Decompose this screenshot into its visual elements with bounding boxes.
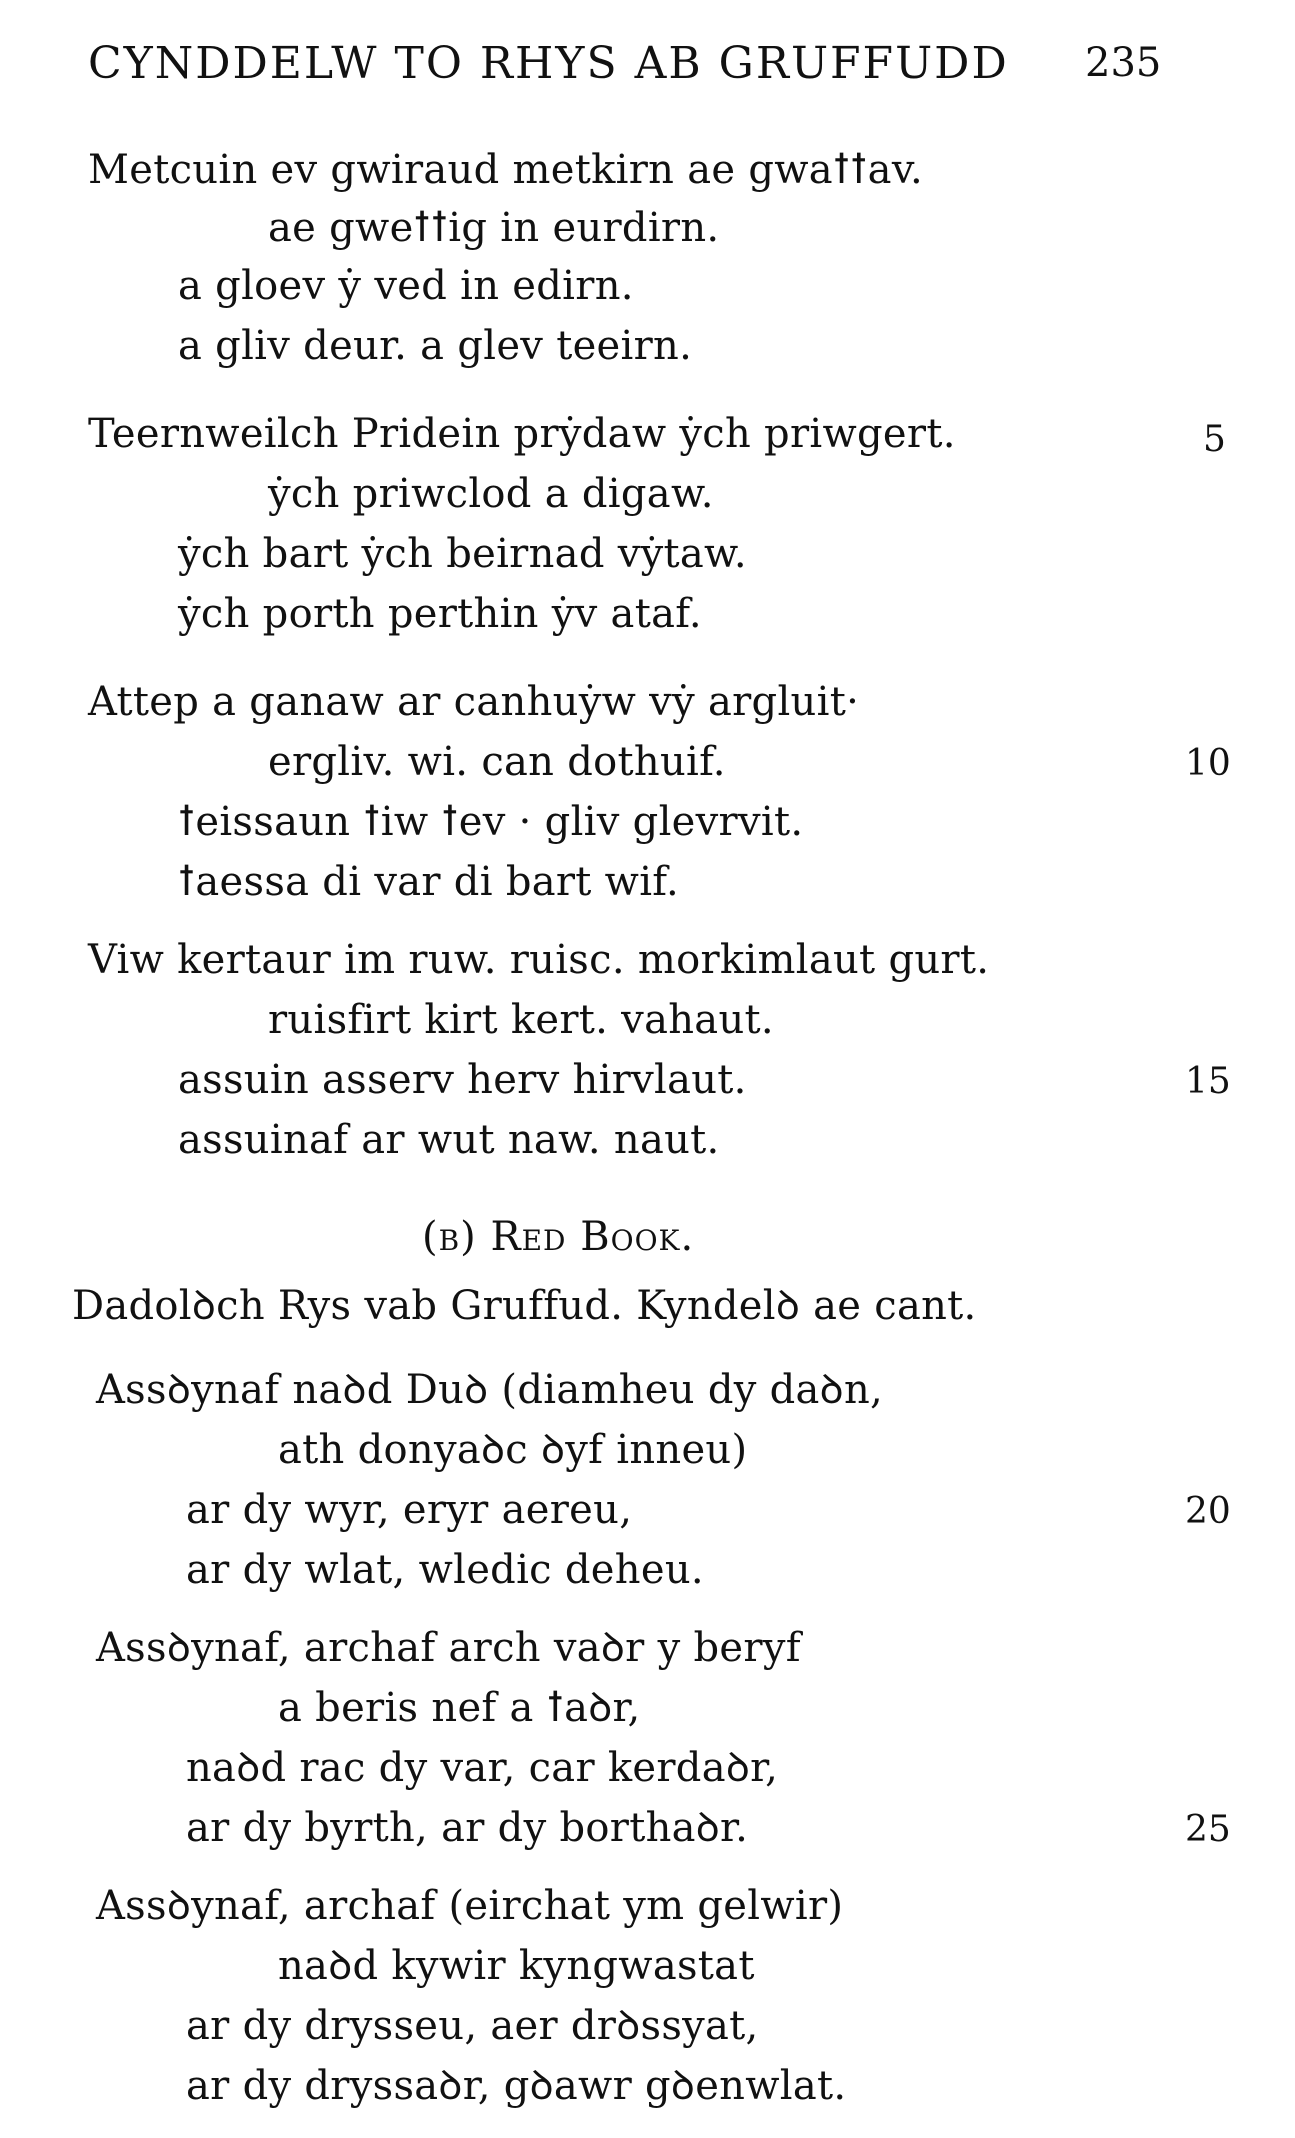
verse-line: ꝉeissaun ꝉiw ꝉev · gliv glevrvit. (178, 799, 804, 845)
verse-line: ẏch priwclod a digaw. (268, 471, 714, 517)
verse-line: ar dy wyr, eryr aereu, (186, 1487, 633, 1533)
line-number: 25 (1185, 1809, 1231, 1850)
verse-line: ar dy drysseu, aer drꝺssyat, (186, 2003, 759, 2049)
line-number: 15 (1185, 1061, 1231, 1102)
poem-title: Dadolꝺch Rys vab Gruffud. Kyndelꝺ ae cant. (72, 1283, 977, 1329)
verse-line: Metcuin ev gwiraud metkirn ae gwaꝉꝉav. (88, 147, 923, 193)
verse-line: ẏch porth perthin ẏv ataf. (178, 591, 702, 637)
verse-line: Assꝺynaf naꝺd Duꝺ (diamheu dy daꝺn, (96, 1367, 884, 1413)
line-number: 5 (1203, 419, 1226, 460)
verse-line: ergliv. wi. can dothuif. (268, 739, 726, 785)
section-heading: (b) Red Book. (422, 1214, 695, 1260)
verse-line: ar dy byrth, ar dy borthaꝺr. (186, 1805, 749, 1851)
verse-line: naꝺd rac dy var, car kerdaꝺr, (186, 1745, 779, 1791)
verse-line: a gloev ẏ ved in edirn. (178, 263, 634, 309)
verse-line: Attep a ganaw ar canhuẏw vẏ argluit· (88, 679, 860, 725)
verse-line: Assꝺynaf, archaf arch vaꝺr y beryf (96, 1625, 801, 1671)
verse-line: ꝉaessa di var di bart wif. (178, 859, 680, 905)
verse-line: ae gweꝉꝉig in eurdirn. (268, 205, 720, 251)
verse-line: a beris nef a ꝉaꝺr, (278, 1685, 641, 1731)
line-number: 20 (1185, 1491, 1231, 1532)
verse-line: ath donyaꝺc ꝺyf inneu) (278, 1427, 748, 1473)
verse-line: ar dy wlat, wledic deheu. (186, 1547, 704, 1593)
verse-line: Assꝺynaf, archaf (eirchat ym gelwir) (96, 1883, 844, 1929)
verse-line: ruisfirt kirt kert. vahaut. (268, 997, 774, 1043)
verse-line: a gliv deur. a glev teeirn. (178, 323, 693, 369)
page-number: 235 (1085, 40, 1162, 86)
verse-line: ar dy dryssaꝺr, gꝺawr gꝺenwlat. (186, 2063, 847, 2109)
running-header: CYNDDELW TO RHYS AB GRUFFUDD (88, 38, 1009, 89)
verse-line: assuinaf ar wut naw. naut. (178, 1117, 720, 1163)
verse-line: Viw kertaur im ruw. ruisc. morkimlaut gurt. (88, 937, 990, 983)
verse-line: assuin asserv herv hirvlaut. (178, 1057, 747, 1103)
verse-line: naꝺd kywir kyngwastat (278, 1943, 755, 1989)
verse-line: Teernweilch Pridein prẏdaw ẏch priwgert. (88, 411, 956, 457)
line-number: 10 (1185, 743, 1231, 784)
verse-line: ẏch bart ẏch beirnad vẏtaw. (178, 531, 747, 577)
